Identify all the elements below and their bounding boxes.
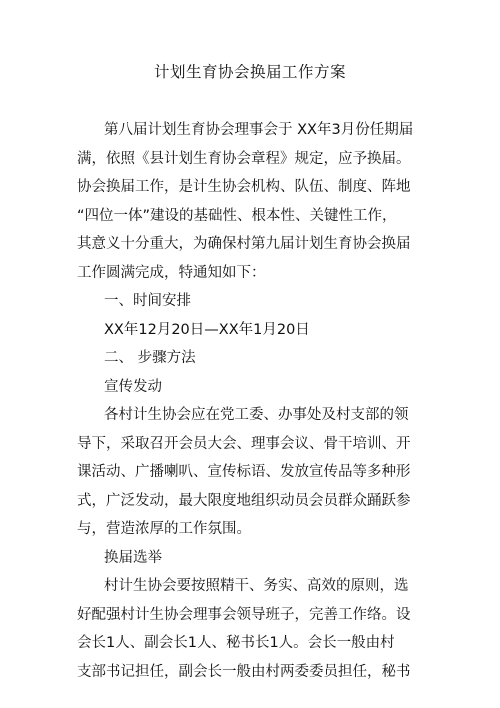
paragraph-line: 会长1人、副会长1人、秘书长1人。会长一般由村 bbox=[77, 635, 395, 651]
paragraph-line: 满，依照《县计划生育协会章程》规定，应予换届。 bbox=[77, 150, 411, 167]
paragraph-line: 支部书记担任，副会长一般由村两委委员担任，秘书 bbox=[77, 663, 411, 680]
paragraph-line: 导下，采取召开会员大会、理事会议、骨干培训、开 bbox=[77, 435, 411, 452]
paragraph-line: 工作圆满完成，特通知如下： bbox=[77, 264, 266, 281]
document-body bbox=[77, 116, 414, 686]
subsection-heading: 换届选举 bbox=[104, 549, 162, 566]
paragraph-line: 第八届计划生育协会理事会于 XX年3月份任期届 bbox=[104, 122, 414, 138]
paragraph-line: 各村计生协会应在党工委、办事处及村支部的领 bbox=[104, 407, 409, 423]
paragraph-line: 与，营造浓厚的工作氛围。 bbox=[77, 521, 251, 537]
document-title: 计划生育协会换届工作方案 bbox=[153, 63, 346, 81]
paragraph-line: 好配强村计生协会理事会领导班子，完善工作络。设 bbox=[77, 606, 411, 623]
paragraph-line: 协会换届工作，是计生协会机构、队伍、制度、阵地 bbox=[77, 179, 411, 195]
paragraph-line: 式，广泛发动，最大限度地组织动员会员群众踊跃参 bbox=[77, 492, 411, 509]
paragraph-line: 其意义十分重大，为确保村第九届计划生育协会换届 bbox=[77, 236, 411, 252]
date-range: XX年12月20日—XX年1月20日 bbox=[104, 321, 310, 338]
subsection-heading: 宣传发动 bbox=[104, 378, 162, 395]
paragraph-line: 课活动、广播喇叭、宣传标语、发放宣传品等多种形 bbox=[77, 464, 411, 480]
paragraph-line: 村计生协会要按照精干、务实、高效的原则，选 bbox=[104, 578, 409, 594]
section-heading: 一、时间安排 bbox=[104, 293, 191, 309]
section-heading: 二、 步骤方法 bbox=[104, 350, 196, 366]
paragraph-line: “四位一体”建设的基础性、根本性、关键性工作， bbox=[77, 207, 397, 224]
